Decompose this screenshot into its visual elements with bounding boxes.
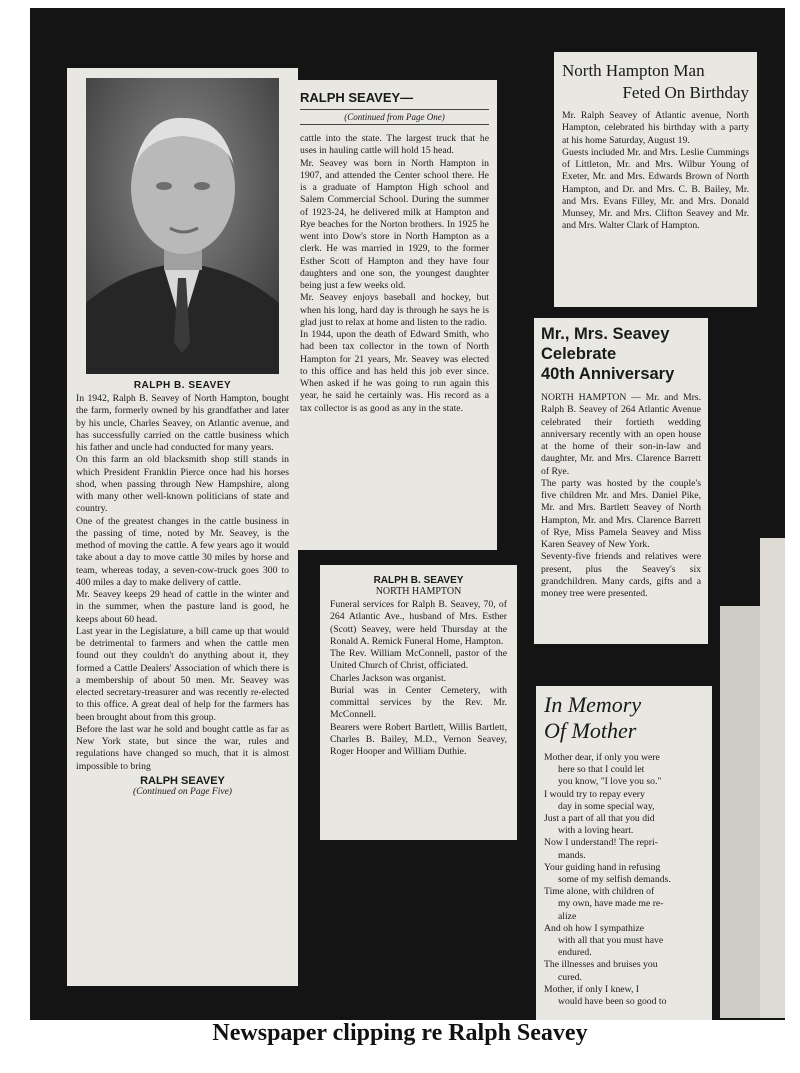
obituary-dateline: NORTH HAMPTON — [375, 586, 462, 597]
poem-line: Mother dear, if only you were — [544, 752, 660, 763]
clipping-feted-on-birthday — [554, 52, 757, 307]
poem-line: mands. — [558, 849, 586, 861]
headline-line: Mr., Mrs. Seavey — [541, 325, 670, 343]
article-headline: RALPH SEAVEY— — [300, 90, 414, 105]
poem-line: my own, have made me re- — [558, 898, 664, 910]
title-line: Of Mother — [544, 718, 637, 743]
headline-line: 40th Anniversary — [541, 365, 675, 383]
poem-line: day in some special way, — [558, 800, 655, 812]
poem-line: Your guiding hand in refusing — [544, 861, 661, 873]
headline-line: North Hampton Man — [562, 61, 705, 80]
poem-body — [544, 752, 704, 1008]
poem-line: And oh how I sympathize — [544, 922, 645, 934]
poem-line: Now I understand! The repri- — [544, 837, 658, 849]
poem-line: alize — [558, 910, 577, 922]
article-subhead: (Continued from Page One) — [300, 109, 489, 125]
scrapbook-page — [30, 8, 785, 1020]
portrait-photo — [86, 78, 279, 374]
page-caption: Newspaper clipping re Ralph Seavey — [212, 1020, 588, 1046]
poem-line: you know, "I love you so." — [558, 776, 662, 788]
poem-line: endured. — [558, 947, 592, 959]
article-headline — [541, 324, 701, 384]
poem-line: The illnesses and bruises you — [544, 959, 658, 971]
article-body: Mr. Ralph Seavey of Atlantic avenue, North Hampton, celebrated his birthday with a party at his home Saturday, August 19. Guests included Mr. and Mrs. Leslie Cummings of Littleton, Mr. and Mrs. Wilbur Young of Exeter, Mr. and Mrs. Edwards Brown of North Hampton, and Dr. and Mrs. C. B. Bailey, Mr. and Mrs. Evans Filley, Mr. and Mrs. Donald Munsey, Mr. and Mrs. Clifton Seavey and Mr. and Mrs. Walter Clark of Hampton. — [562, 110, 749, 232]
article-body: cattle into the state. The largest truck that he uses in hauling cattle will hold 15 head. Mr. Seavey was born in North Hampton in 1907, and attended the Center school there. He is a graduate of Hampton High school and Salem Commercial School. During the summer of 1923-24, he delivered milk at Hampton and Rye beaches for the Norton brothers. In 1925 he went into Dow's store in North Hampton as a clerk. He was married in 1929, to the former Esther Scott of Hampton and they have four daughters and one son, the youngest daughter being just a few weeks old. Mr. Seavey enjoys baseball and hockey, but when his long, hard day is through he says he is glad just to relax at home and listen to the radio. In 1944, upon the death of Edward Smith, who had been tax collector in the town of North Hampton for 21 years, Mr. Seavey was elected to this office and has held this job ever since. When asked if he was going to run again this year, he said he certainly was. His record as a tax collector is as good as any in the state. — [300, 133, 489, 414]
poem-line: here so that I could let — [558, 764, 645, 776]
continued-title: RALPH SEAVEY — [140, 774, 225, 787]
title-line: In Memory — [544, 692, 642, 717]
poem-line: some of my selfish demands. — [558, 874, 671, 886]
article-body: NORTH HAMPTON — Mr. and Mrs. Ralph B. Seavey of 264 Atlantic Avenue celebrated their fortieth wedding anniversary recently with an open house at the home of their son-in-law and daughter, Mr. and Mrs. Clarence Barrett of Rye. The party was hosted by the couple's five children Mr. and Mrs. Daniel Pike, Mr. and Mrs. Bartlett Seavey of North Hampton, Mr. and Mrs. Clarence Barrett of Rye, Miss Pamela Seavey and Miss Karen Seavey of New York. Seventy-five friends and relatives were present, plus the Seavey's six grandchildren. Many cards, gifts and a money tree were presented. — [541, 392, 701, 599]
poem-line: Mother, if only I knew, I — [544, 983, 640, 995]
obituary-title: RALPH B. SEAVEY — [373, 575, 464, 586]
article-headline — [562, 60, 749, 104]
clipping-in-memory-of-mother — [536, 686, 712, 1020]
poem-line: Time alone, with children of — [544, 886, 655, 898]
clipping-ralph-b-seavey — [67, 68, 298, 986]
clipping-40th-anniversary — [534, 318, 708, 644]
paper-edge — [720, 606, 760, 1018]
headline-line: Celebrate — [541, 345, 617, 363]
poem-line: cured. — [558, 971, 582, 983]
photo-caption: RALPH B. SEAVEY — [133, 380, 232, 391]
obituary-body: Funeral services for Ralph B. Seavey, 70, of 264 Atlantic Ave., husband of Mrs. Esther (Scott) Seavey, were held Thursday at the Ronald A. Remick Funeral Home, Hampton. The Rev. William McConnell, pastor of the United Church of Christ, officiated. Charles Jackson was organist. Burial was in Center Cemetery, with committal services by the Rev. Mr. McConnell. Bearers were Robert Bartlett, Willis Bartlett, Charles B. Bailey, M.D., Vernon Seavey, Roger Hooper and William Duthie. — [330, 599, 507, 757]
continued-note: (Continued on Page Five) — [133, 786, 232, 797]
clipping-ralph-seavey-continued — [292, 80, 497, 550]
paper-edge — [760, 538, 785, 1018]
headline-line: Feted On Birthday — [622, 83, 749, 102]
poem-line: would have been so good to — [558, 996, 667, 1008]
article-body: In 1942, Ralph B. Seavey of North Hampton, bought the farm, formerly owned by his grandfather and later by his uncle, Charles Seavey, on Atlantic avenue, and has successfully carried on the cattle business which his father and uncle had conducted for many years. On this farm an old blacksmith shop still stands in which President Franklin Pierce once had his horses shod, when passing through New Hampshire, along with many other well-known politicians of state and country. One of the greatest changes in the cattle business in the passing of time, noted by Mr. Seavey, is the method of moving the cattle. A few years ago it would take about a day to move cattle 30 miles by horse and team, whereas today, a seven-cow-truck goes 300 to 400 miles a day to make delivery of cattle. Mr. Seavey keeps 29 head of cattle in the winter and in the summer, when the pasture land is good, he keeps about 60 head. Last year in the Legislature, a bill came up that would be detrimental to farmers and when the cattle men found out they couldn't do anything about it, they formed a Cattle Dealers' Association of which there is a membership of about 50 men. Mr. Seavey was elected secretary-treasurer and was recently re-elected to this office. A great deal of help for the farmers has been brought about from this group. Before the last war he sold and bought cattle as far as New York state, but since the war, rules and regulations have changed so much, that it is almost impossible to bring — [76, 393, 289, 772]
clipping-obituary — [320, 565, 517, 840]
poem-line: with a loving heart. — [558, 825, 634, 837]
poem-line: with all that you must have — [558, 935, 664, 947]
poem-line: Just a part of all that you did — [544, 813, 655, 825]
poem-title — [544, 692, 704, 744]
poem-line: I would try to repay every — [544, 788, 645, 800]
